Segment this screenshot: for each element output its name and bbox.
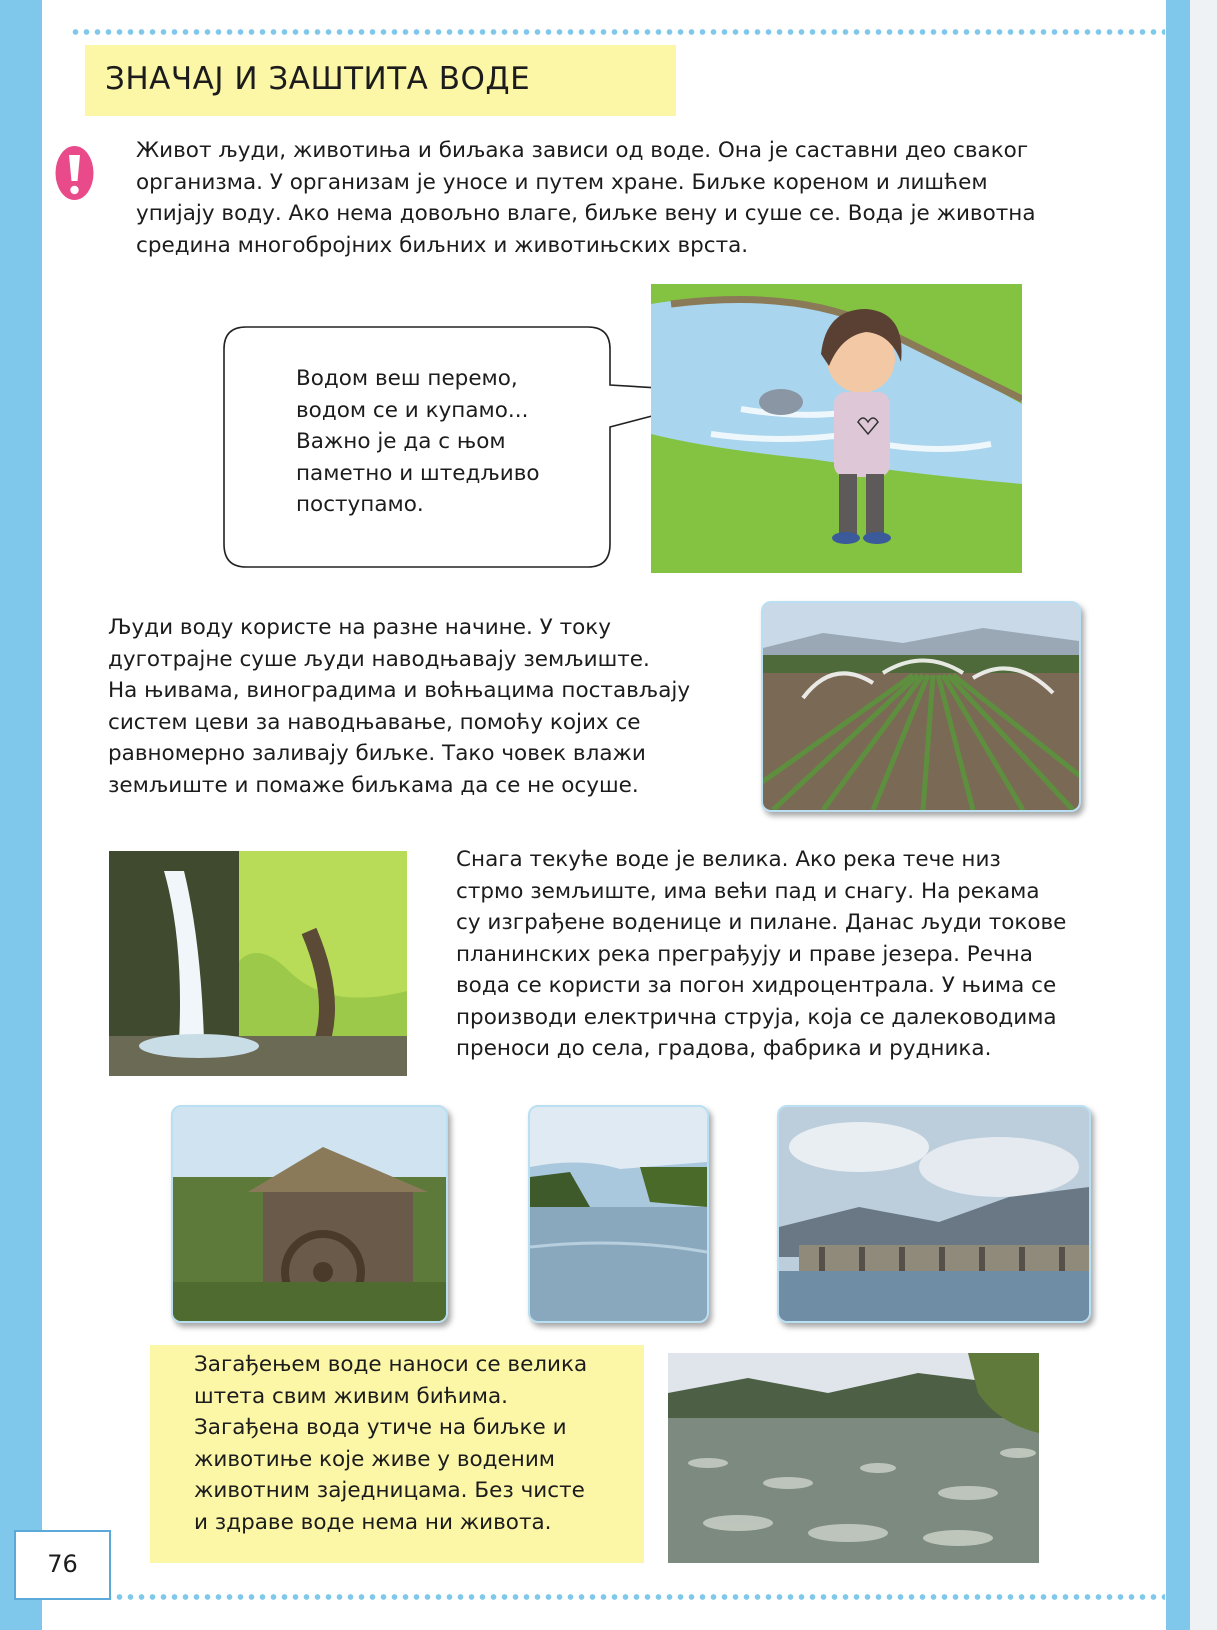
intro-line: упијају воду. Ако нема довољно влаге, биљке вену и суше се. Вода је животна (136, 201, 1036, 226)
river-photo (528, 1105, 709, 1323)
pollution-line: штета свим живим бићима. (194, 1383, 508, 1409)
page-number-box (14, 1530, 111, 1600)
bubble-line: Важно је да с њом (296, 429, 506, 454)
pollution-line: Загађена вода утиче на биљке и (194, 1415, 567, 1440)
irrigation-line: На њивама, виноградима и воћњацима постављају (108, 678, 691, 703)
irrigation-line: земљиште и помаже биљкама да се не осуше. (108, 772, 639, 798)
page-number: 76 (47, 1550, 78, 1578)
pollution-paragraph (194, 1349, 634, 1538)
intro-line: средина многобројних биљних и животињских врста. (136, 232, 749, 258)
hydroelectric-dam-photo (777, 1105, 1091, 1323)
intro-line: Живот људи, животиња и биљака зависи од воде. Она је саставни део сваког (136, 138, 1029, 163)
page-title: ЗНАЧАЈ И ЗАШТИТА ВОДЕ (105, 61, 531, 97)
girl-by-water-illustration (651, 284, 1022, 573)
water-power-line: вода се користи за погон хидроцентрала. У њима се (456, 973, 1057, 998)
irrigation-line: Људи воду користе на разне начине. У току (108, 615, 611, 640)
water-power-line: су изграђене воденице и пилане. Данас људи токове (456, 910, 1067, 935)
water-power-paragraph (456, 844, 1136, 1065)
waterfall-photo (109, 851, 407, 1076)
bubble-line: водом се и купамо... (296, 397, 529, 423)
bubble-line: Водом веш перемо, (296, 366, 518, 391)
intro-line: организма. У организам је уносе и путем хране. Биљке кореном и лишћем (136, 169, 988, 195)
water-power-line: Снага текуће воде је велика. Ако река тече низ (456, 847, 1001, 872)
watermill-photo (171, 1105, 448, 1323)
bottom-dotted-border (70, 1594, 1165, 1600)
irrigation-field-photo (761, 601, 1081, 812)
pollution-line: и здраве воде нема ни живота. (194, 1509, 552, 1535)
water-power-line: производи електрична струја, која се далеководима (456, 1004, 1057, 1030)
irrigation-line: дуготрајне суше људи наводњавају земљиште. (108, 646, 650, 672)
water-power-line: стрмо земљиште, има већи пад и снагу. На рекама (456, 878, 1040, 904)
pollution-line: животиње које живе у воденим (194, 1446, 556, 1472)
irrigation-paragraph (108, 612, 708, 801)
water-power-line: преноси до села, градова, фабрика и рудника. (456, 1036, 992, 1061)
pollution-line: животним заједницама. Без чисте (194, 1478, 585, 1503)
bubble-line: паметно и штедљиво (296, 460, 540, 486)
polluted-water-photo (668, 1353, 1039, 1563)
pollution-line: Загађењем воде наноси се велика (194, 1352, 588, 1377)
right-margin-band (1166, 0, 1190, 1630)
irrigation-line: систем цеви за наводњавање, помоћу којих се (108, 709, 641, 735)
irrigation-line: равномерно заливају биљке. Тако човек влажи (108, 741, 646, 766)
water-power-line: планинских река преграђују и праве језера. Речна (456, 941, 1033, 967)
bubble-line: поступамо. (296, 492, 424, 517)
speech-bubble-text (296, 363, 540, 521)
